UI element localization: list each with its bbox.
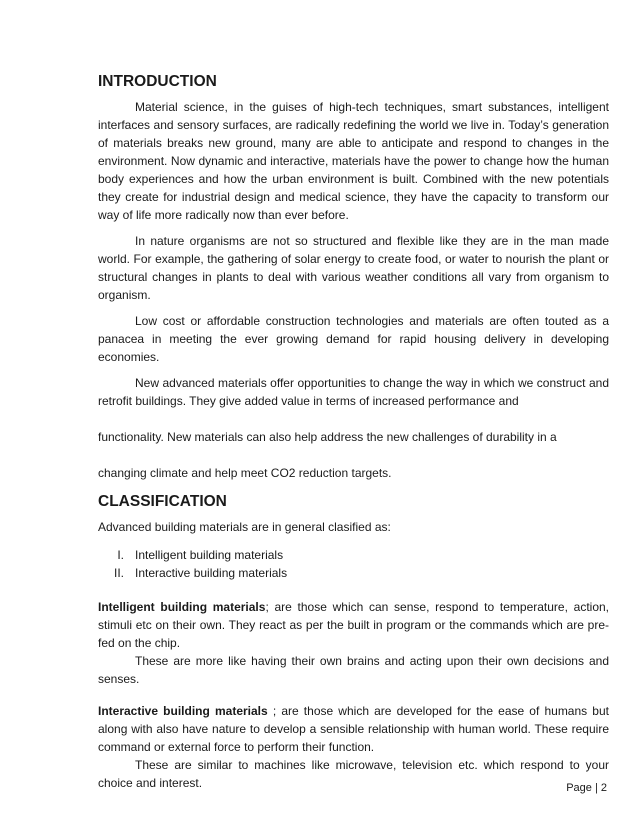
- intro-paragraph-1: Material science, in the guises of high-tech techniques, smart substances, intelligent interfaces and sensory surfaces, are radically redefining the world we live in. Today’s generation of materials breaks new ground, many are able to anticipate and respond to changes in the environment. Now dynamic and interactive, materials have the power to change how the human body experiences and how the urban environment is built. Combined with the new potentials they create for industrial design and medical science, they have the capacity to transform our way of life more radically now than ever before.: [98, 100, 609, 222]
- list-numeral: II.: [113, 566, 124, 580]
- interactive-more: These are similar to machines like microwave, television etc. which respond to your choice and interest.: [98, 758, 609, 790]
- page-number: Page | 2: [566, 782, 607, 794]
- introduction-heading: INTRODUCTION: [98, 73, 217, 90]
- list-item-label: Intelligent building materials: [135, 548, 284, 562]
- list-numeral: I.: [117, 548, 124, 562]
- classification-heading: CLASSIFICATION: [98, 493, 227, 510]
- intro-paragraph-4b: functionality. New materials can also help address the new challenges of durability in a: [98, 430, 557, 444]
- interactive-term: Interactive building materials: [98, 704, 268, 718]
- intelligent-term: Intelligent building materials: [98, 600, 266, 614]
- list-item-label: Interactive building materials: [135, 566, 288, 580]
- interactive-definition: [98, 702, 609, 756]
- intelligent-definition-text: ; are those which can sense, respond to temperature, action, stimuli etc on their own. They react as per the built in program or the commands which are pre-fed on the chip.: [98, 600, 609, 650]
- classification-intro: Advanced building materials are in general clasified as:: [98, 520, 391, 534]
- intro-paragraph-4c: changing climate and help meet CO2 reduction targets.: [98, 466, 392, 480]
- list-item: [98, 546, 609, 564]
- interactive-definition-text: ; are those which are developed for the ease of humans but along with also have nature to develop a sensible relationship with human world. These require command or external force to perform their function.: [98, 704, 609, 754]
- list-item: [98, 564, 609, 582]
- intelligent-more: These are more like having their own brains and acting upon their own decisions and senses.: [98, 654, 609, 686]
- document-page: [98, 72, 609, 800]
- intelligent-definition: [98, 598, 609, 652]
- intro-paragraph-2: In nature organisms are not so structured and flexible like they are in the man made world. For example, the gathering of solar energy to create food, or water to nourish the plant or structural changes in plants to deal with various weather conditions all vary from organism to organism.: [98, 234, 609, 302]
- intro-paragraph-3: Low cost or affordable construction technologies and materials are often touted as a panacea in meeting the ever growing demand for rapid housing delivery in developing economies.: [98, 314, 609, 364]
- classification-list: [98, 546, 609, 582]
- intro-paragraph-4a: New advanced materials offer opportunities to change the way in which we construct and retrofit buildings. They give added value in terms of increased performance and: [98, 376, 609, 408]
